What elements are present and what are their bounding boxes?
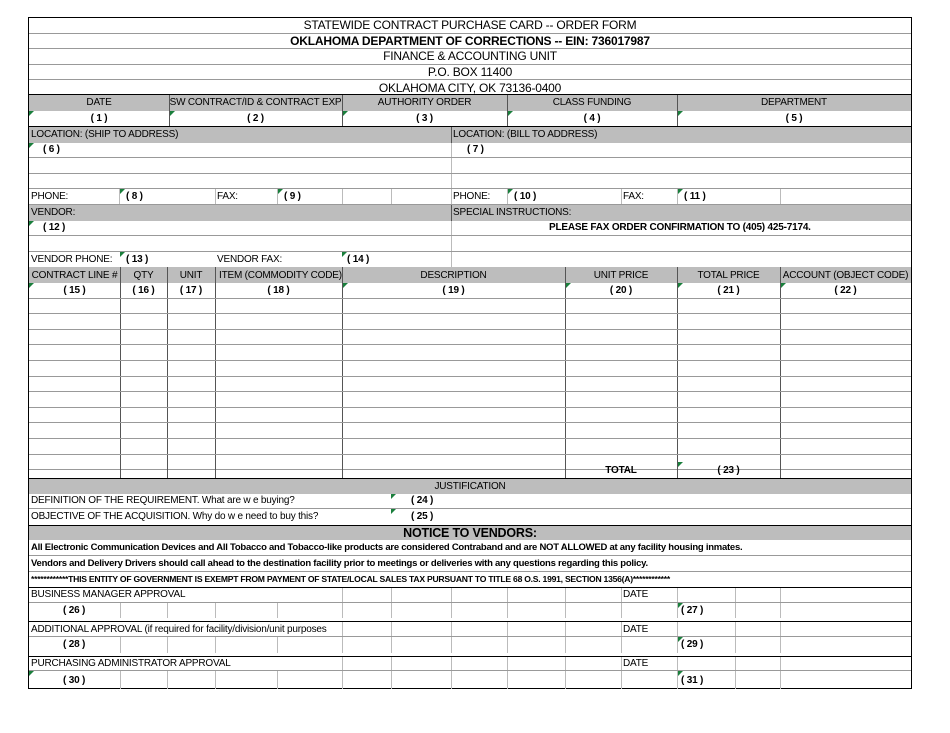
notice-tax-exempt-text: ************THIS ENTITY OF GOVERNMENT IS EXEMPT FROM PAYMENT OF STATE/LOCAL SALES TAX PURSUANT TO TITLE 68 O.S. 1991, SECTION 1356(A)************: [31, 574, 670, 585]
form-title: STATEWIDE CONTRACT PURCHASE CARD -- ORDER FORM: [303, 18, 637, 33]
item-row[interactable]: [29, 314, 911, 330]
business-manager-date-label: DATE: [623, 589, 649, 601]
authority-order-col-header: AUTHORITY ORDER: [377, 97, 472, 109]
business-manager-date-field[interactable]: ( 27 ): [681, 605, 704, 617]
vendor-header-row: [29, 205, 911, 221]
bill-phone-field[interactable]: ( 10 ): [514, 191, 537, 203]
unit-col-header: UNIT: [179, 269, 203, 281]
location-blank-row-2: [29, 174, 911, 190]
department-field[interactable]: ( 5 ): [785, 112, 803, 124]
notice-heading: NOTICE TO VENDORS:: [403, 526, 537, 541]
purchasing-admin-label: PURCHASING ADMINISTRATOR APPROVAL: [31, 657, 231, 669]
grand-total-field[interactable]: ( 23 ): [717, 464, 740, 476]
vendor-code-row: [29, 221, 911, 237]
additional-approval-date-label: DATE: [623, 623, 649, 635]
description-field[interactable]: ( 19 ): [442, 284, 465, 296]
business-manager-row: [29, 587, 911, 603]
item-row[interactable]: [29, 408, 911, 424]
ship-to-address-field[interactable]: ( 6 ): [43, 144, 60, 156]
notice-delivery-text: Vendors and Delivery Drivers should call ahead to the destination facility prior to meetings or deliveries with any questions regarding this policy.: [31, 557, 648, 569]
additional-approval-signature-field[interactable]: ( 28 ): [63, 639, 86, 651]
notice-header-row: [29, 525, 911, 541]
po-box: P.O. BOX 11400: [427, 65, 513, 80]
bill-fax-label: FAX:: [623, 191, 644, 203]
items-header-row: [29, 267, 911, 283]
agency-row: [29, 34, 911, 50]
date-col-header: DATE: [86, 97, 112, 109]
unit-price-field[interactable]: ( 20 ): [609, 284, 633, 296]
fax-confirmation-text: PLEASE FAX ORDER CONFIRMATION TO (405) 425-7174.: [549, 222, 811, 234]
description-col-header: DESCRIPTION: [420, 269, 487, 281]
justification-heading: JUSTIFICATION: [434, 480, 506, 492]
item-row[interactable]: [29, 423, 911, 439]
authority-order-field[interactable]: ( 3 ): [416, 112, 433, 124]
item-row[interactable]: [29, 345, 911, 361]
bill-phone-label: PHONE:: [453, 191, 491, 203]
bill-fax-field[interactable]: ( 11 ): [684, 191, 706, 203]
agency-name: OKLAHOMA DEPARTMENT OF CORRECTIONS -- EIN: 736017987: [290, 33, 650, 48]
ship-fax-label: FAX:: [217, 191, 238, 203]
additional-approval-row: [29, 621, 911, 637]
sw-contract-field[interactable]: ( 2 ): [247, 112, 264, 124]
city-address: OKLAHOMA CITY, OK 73136-0400: [378, 81, 562, 96]
unit-name: FINANCE & ACCOUNTING UNIT: [383, 49, 557, 64]
unit-price-col-header: UNIT PRICE: [593, 269, 649, 281]
location-blank-row-1: [29, 158, 911, 174]
objective-label: OBJECTIVE OF THE ACQUISITION. Why do w e need to buy this?: [31, 511, 319, 523]
form-title-row: [29, 18, 911, 34]
qty-col-header: QTY: [133, 269, 154, 281]
vendor-phone-label: VENDOR PHONE:: [31, 254, 113, 266]
top-columns-header: [29, 95, 911, 111]
phone-fax-row: [29, 189, 911, 205]
location-header-row: [29, 127, 911, 143]
order-form: [28, 17, 912, 689]
notice-contraband-text: All Electronic Communication Devices and All Tobacco and Tobacco-like products are considered Contraband and are NOT ALLOWED at any facility housing inmates.: [31, 542, 743, 554]
special-instructions-label: SPECIAL INSTRUCTIONS:: [453, 207, 572, 219]
item-row[interactable]: [29, 392, 911, 408]
item-row[interactable]: [29, 299, 911, 315]
additional-approval-codes-row: [29, 637, 911, 653]
ship-to-label: LOCATION: (SHIP TO ADDRESS): [31, 129, 179, 141]
notice-line-3-row: [29, 572, 911, 588]
department-col-header: DEPARTMENT: [761, 97, 827, 109]
item-row[interactable]: [29, 377, 911, 393]
purchasing-admin-row: [29, 656, 911, 672]
unit-row: [29, 49, 911, 65]
vendor-fax-label: VENDOR FAX:: [217, 254, 283, 266]
purchasing-admin-codes-row: [29, 671, 911, 689]
definition-label: DEFINITION OF THE REQUIREMENT. What are w e buying?: [31, 495, 295, 507]
total-label: TOTAL: [605, 464, 637, 476]
additional-approval-label: ADDITIONAL APPROVAL (if required for facility/division/unit purposes: [31, 623, 327, 635]
business-manager-label: BUSINESS MANAGER APPROVAL: [31, 589, 186, 601]
vendor-phone-row: [29, 252, 911, 268]
class-funding-field[interactable]: ( 4 ): [583, 112, 601, 124]
business-manager-signature-field[interactable]: ( 26 ): [63, 605, 86, 617]
ship-phone-label: PHONE:: [31, 191, 69, 203]
qty-field[interactable]: ( 16 ): [132, 284, 155, 296]
notice-line-1-row: [29, 540, 911, 556]
item-row[interactable]: [29, 330, 911, 346]
bill-to-label: LOCATION: (BILL TO ADDRESS): [453, 129, 598, 141]
purchasing-admin-date-field[interactable]: ( 31 ): [681, 674, 704, 686]
item-code-field[interactable]: ( 18 ): [267, 284, 290, 296]
vendor-name-field[interactable]: ( 12 ): [43, 222, 66, 234]
pobox-row: [29, 65, 911, 81]
contract-line-col-header: CONTRACT LINE #: [31, 269, 118, 281]
top-codes-row: [29, 111, 911, 127]
vendor-phone-field[interactable]: ( 13 ): [126, 254, 149, 266]
item-col-header: ITEM (COMMODITY CODE): [219, 269, 342, 281]
sw-contract-col-header: SW CONTRACT/ID & CONTRACT EXP: [169, 97, 342, 109]
ship-fax-field[interactable]: ( 9 ): [284, 191, 301, 203]
item-row[interactable]: [29, 361, 911, 377]
total-price-col-header: TOTAL PRICE: [697, 269, 760, 281]
notice-line-2-row: [29, 556, 911, 572]
total-price-field[interactable]: ( 21 ): [717, 284, 740, 296]
business-manager-codes-row: [29, 603, 911, 619]
definition-field[interactable]: ( 24 ): [411, 495, 434, 507]
account-field[interactable]: ( 22 ): [834, 284, 857, 296]
justification-header-row: [29, 478, 911, 494]
definition-row: [29, 494, 911, 510]
location-codes-row: [29, 143, 911, 159]
objective-row: [29, 509, 911, 525]
objective-field[interactable]: ( 25 ): [411, 511, 434, 523]
vendor-blank-row: [29, 236, 911, 252]
item-row[interactable]: [29, 439, 911, 455]
purchasing-admin-signature-field[interactable]: ( 30 ): [63, 674, 86, 686]
date-field[interactable]: ( 1 ): [90, 112, 108, 124]
contract-line-field[interactable]: ( 15 ): [63, 284, 86, 296]
account-col-header: ACCOUNT (OBJECT CODE): [782, 269, 909, 281]
additional-approval-date-field[interactable]: ( 29 ): [681, 639, 704, 651]
purchasing-admin-date-label: DATE: [623, 657, 649, 669]
bill-to-address-field[interactable]: ( 7 ): [467, 144, 484, 156]
vendor-fax-field[interactable]: ( 14 ): [347, 254, 370, 266]
ship-phone-field[interactable]: ( 8 ): [126, 191, 143, 203]
vendor-label: VENDOR:: [31, 207, 76, 219]
items-codes-row: [29, 283, 911, 299]
unit-field[interactable]: ( 17 ): [179, 284, 203, 296]
class-funding-col-header: CLASS FUNDING: [552, 97, 632, 109]
total-row: [29, 462, 911, 478]
